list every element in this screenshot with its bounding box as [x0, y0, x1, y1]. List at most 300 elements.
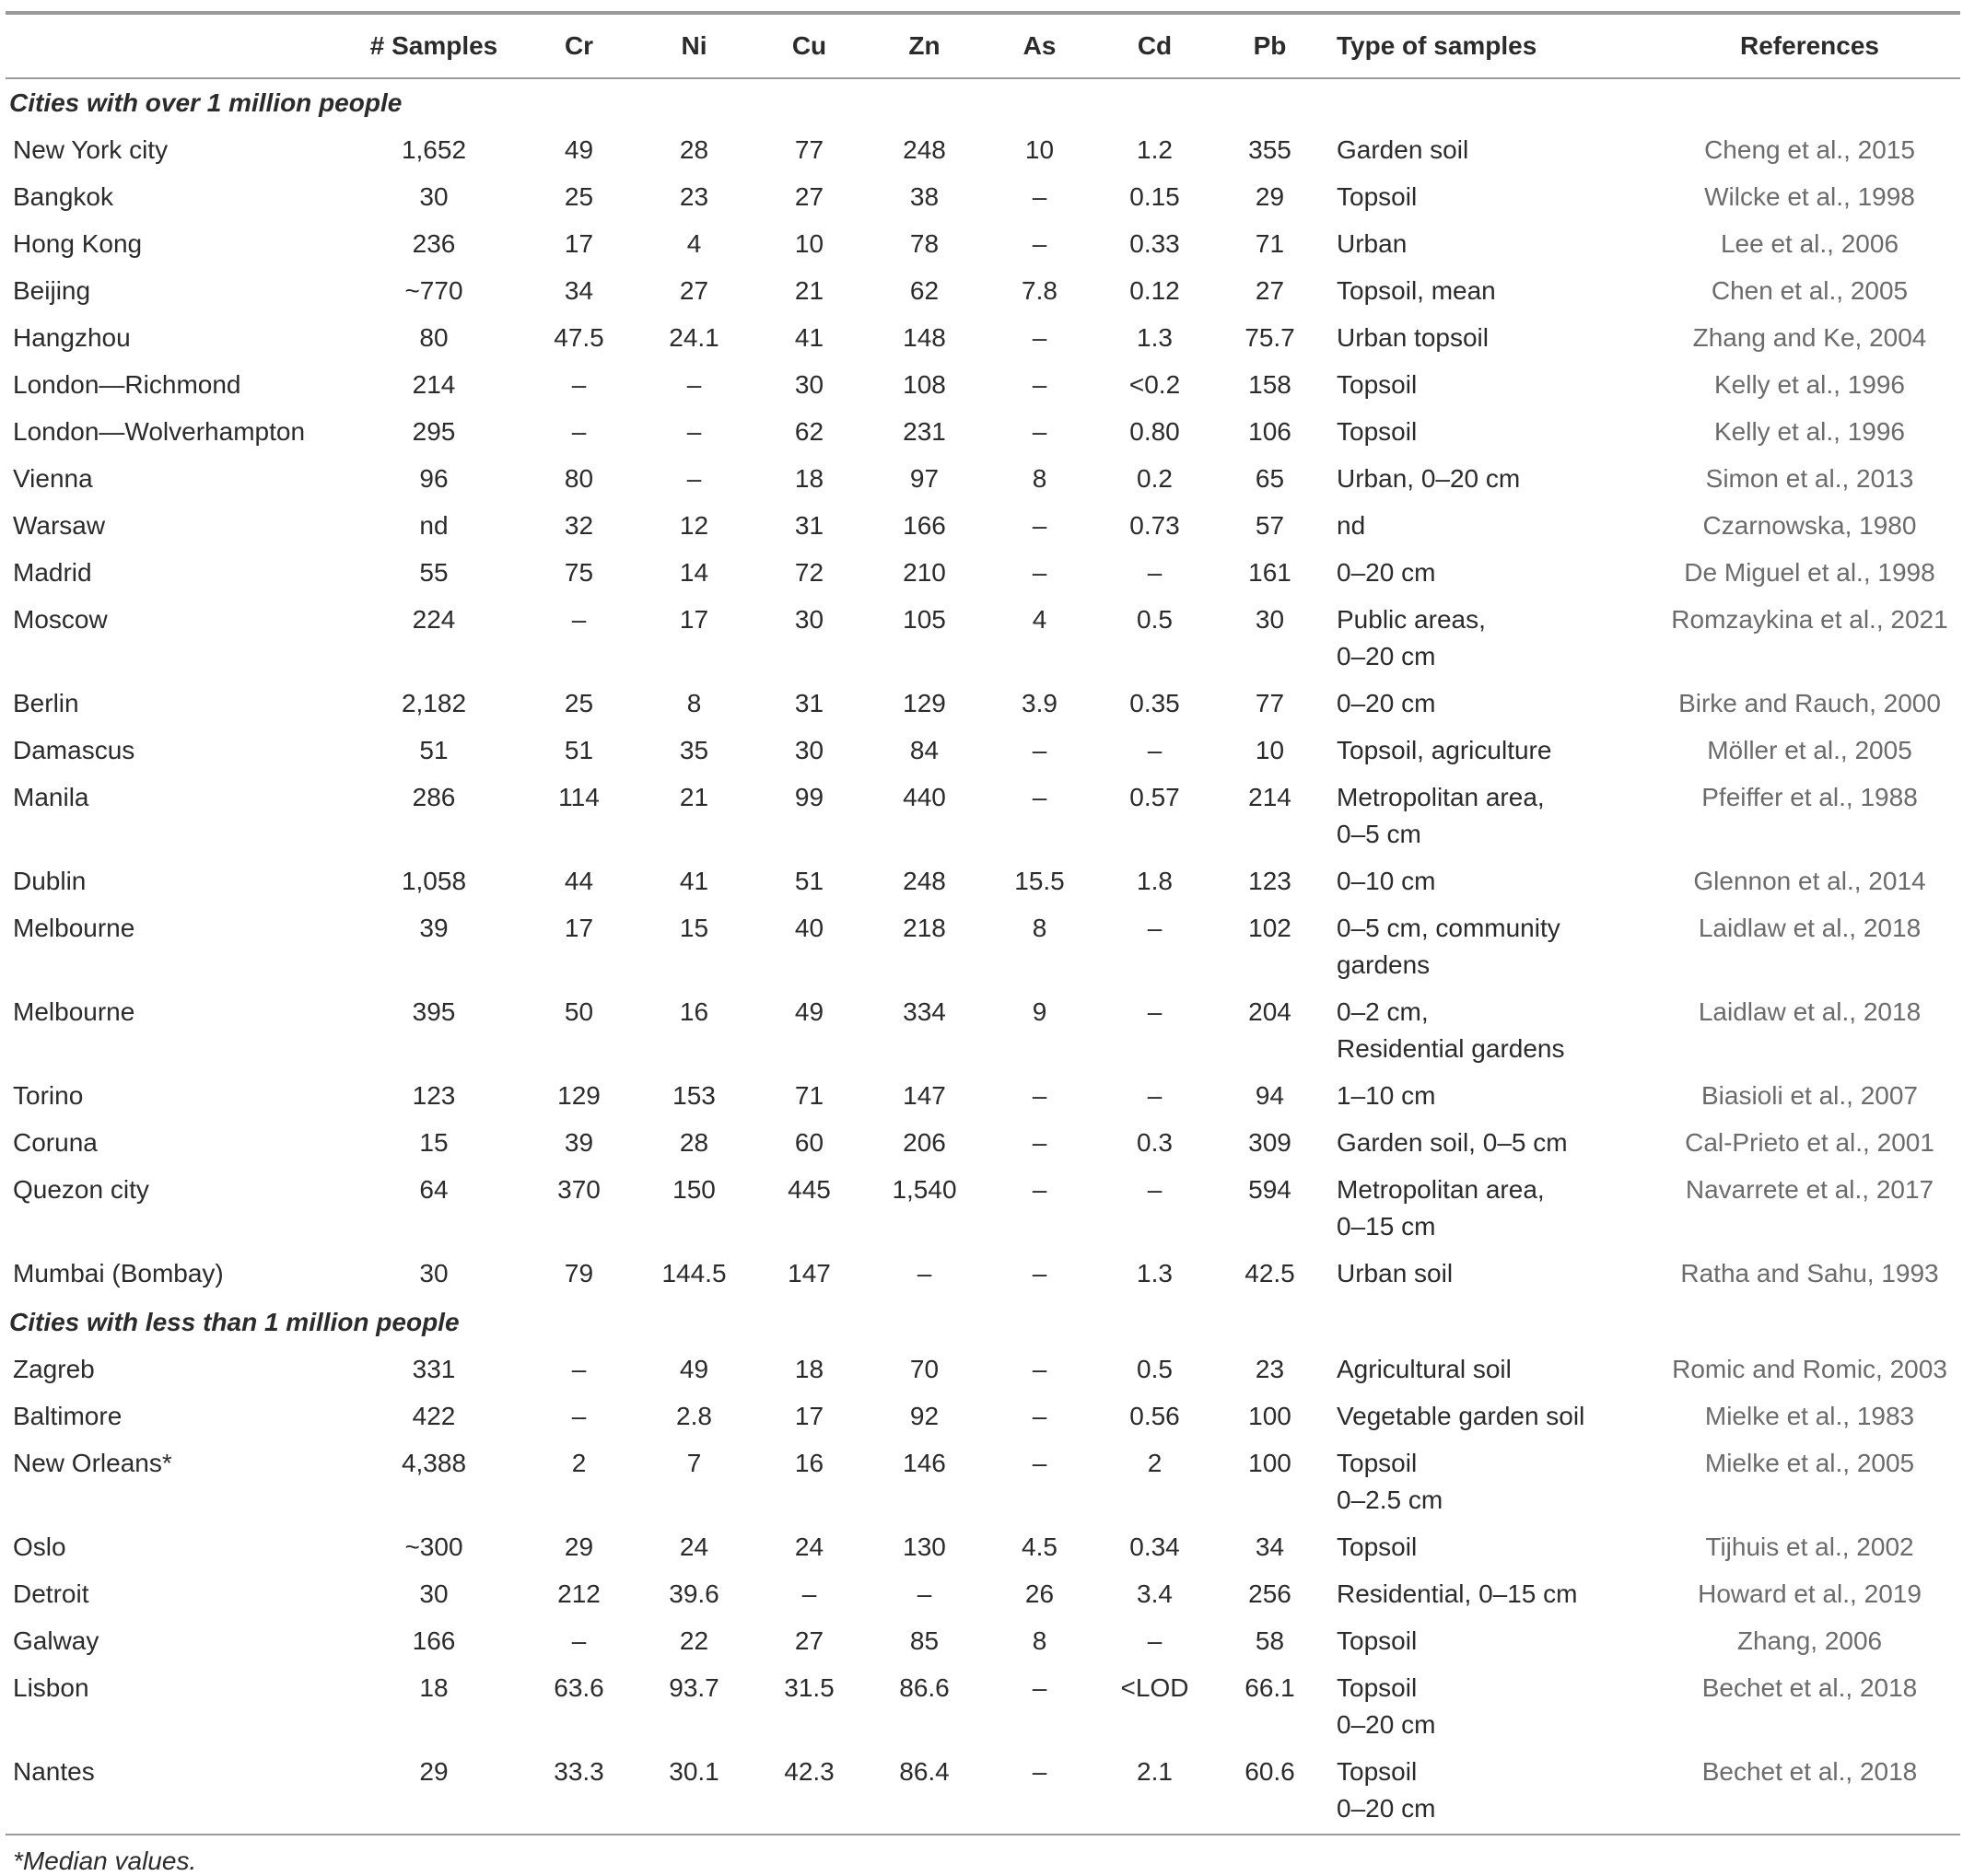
cell-cu: –	[801, 1579, 817, 1608]
cell-reference: Kelly et al., 1996	[1713, 370, 1906, 399]
cell-cr: 17	[564, 229, 594, 258]
cell-sample-type	[1327, 269, 1659, 316]
sample-type-line: 0–2.5 cm	[1337, 1486, 1443, 1514]
cell-ni: 12	[679, 511, 709, 540]
cell-sample-type	[1327, 1666, 1659, 1750]
cell-samples: 30	[419, 1259, 449, 1288]
sample-type-line: 0–20 cm	[1337, 689, 1436, 717]
cell-samples: 236	[412, 229, 456, 258]
cell-as: 10	[1024, 135, 1055, 164]
table-row	[6, 1394, 1960, 1441]
cell-as: –	[1032, 370, 1047, 399]
cell-cu: 30	[794, 370, 824, 399]
cell-cu: 30	[794, 736, 824, 764]
sample-type-line: 1–10 cm	[1337, 1081, 1436, 1110]
cell-location: Nantes	[6, 1750, 346, 1835]
cell-pb: 57	[1255, 511, 1285, 540]
cell-cd: 0.34	[1129, 1532, 1180, 1561]
table-row	[6, 598, 1960, 682]
cell-cd: –	[1147, 1081, 1163, 1110]
cell-cr: 47.5	[554, 323, 604, 352]
cell-ni: 93.7	[669, 1673, 719, 1702]
cell-cd: 2	[1147, 1449, 1163, 1477]
cell-location: Baltimore	[13, 1402, 123, 1430]
cell-cd: –	[1147, 997, 1163, 1026]
cell-cd: 0.33	[1129, 229, 1180, 258]
cell-cd: –	[1147, 558, 1163, 587]
header-row	[6, 14, 1960, 78]
sample-type-line: Metropolitan area,	[1337, 1175, 1545, 1204]
cell-ni: 41	[679, 867, 709, 895]
cell-ni: 8	[686, 689, 702, 717]
sample-type-line: 0–5 cm	[1337, 820, 1421, 848]
cell-zn: 78	[909, 229, 940, 258]
table-row	[6, 457, 1960, 504]
sample-type-line: Topsoil	[1337, 417, 1418, 446]
cell-samples: nd	[419, 511, 449, 540]
cell-samples: 18	[419, 1673, 449, 1702]
cell-as: –	[1032, 511, 1047, 540]
cell-pb: 34	[1255, 1532, 1285, 1561]
cell-cr: 114	[558, 783, 600, 811]
cell-cd: 1.2	[1137, 135, 1173, 164]
cell-zn: 97	[909, 464, 940, 493]
cell-cr: 44	[564, 867, 594, 895]
cell-location: Dublin	[13, 867, 87, 895]
cell-reference: Möller et al., 2005	[1707, 736, 1912, 764]
sample-type-line: Topsoil	[1337, 1626, 1418, 1655]
cell-pb: 100	[1248, 1402, 1291, 1430]
cell-zn: 1,540	[892, 1175, 957, 1204]
cell-cr: 32	[564, 511, 594, 540]
cell-reference: Wilcke et al., 1998	[1704, 182, 1915, 211]
cell-sample-type	[1327, 1750, 1659, 1835]
sample-type-line: 0–20 cm	[1337, 558, 1436, 587]
cell-as: 3.9	[1022, 689, 1057, 717]
cell-cr: 63.6	[554, 1673, 604, 1702]
section-title: Cities with less than 1 million people	[9, 1308, 460, 1336]
sample-type-line: Urban	[1337, 229, 1408, 258]
cell-reference: Biasioli et al., 2007	[1700, 1081, 1919, 1110]
cell-sample-type	[1327, 457, 1659, 504]
cell-cd: –	[1147, 914, 1163, 942]
cell-sample-type	[1327, 1525, 1659, 1572]
table-row	[6, 363, 1960, 410]
cell-pb: 60.6	[1212, 1750, 1327, 1835]
sample-type-line: 0–5 cm, community	[1337, 914, 1560, 942]
cell-cd: 3.4	[1137, 1579, 1173, 1608]
cell-cr: 2	[571, 1449, 587, 1477]
table-header	[6, 12, 1960, 78]
section-header-row	[6, 78, 1960, 128]
cell-as: –	[1032, 1128, 1047, 1157]
cell-cd: 0.80	[1129, 417, 1180, 446]
cell-ni: 28	[679, 1128, 709, 1157]
cell-zn: 206	[903, 1128, 946, 1157]
cell-cd: 0.5	[1137, 605, 1173, 634]
cell-ni: 21	[679, 783, 709, 811]
sample-type-line: 0–20 cm	[1337, 1794, 1436, 1823]
cell-zn: 248	[903, 135, 946, 164]
cell-reference: De Miguel et al., 1998	[1684, 558, 1935, 587]
cell-location: Hong Kong	[13, 229, 143, 258]
cell-ni: 7	[686, 1449, 702, 1477]
sample-type-line: Topsoil	[1337, 182, 1418, 211]
cell-samples: 80	[419, 323, 449, 352]
cell-location: New York city	[13, 135, 169, 164]
cell-reference: Zhang and Ke, 2004	[1692, 323, 1927, 352]
cell-location: Galway	[13, 1626, 99, 1655]
cell-location: London—Richmond	[13, 370, 241, 399]
sample-type-line: Urban soil	[1337, 1259, 1454, 1288]
cell-location: Melbourne	[13, 997, 135, 1026]
header-cr: Cr	[521, 14, 637, 78]
cell-as: 4.5	[1022, 1532, 1057, 1561]
sample-type-line: Urban, 0–20 cm	[1337, 464, 1521, 493]
sample-type-line: Public areas,	[1337, 605, 1486, 634]
cell-cr: –	[571, 605, 587, 634]
cell-samples: 1,058	[401, 867, 467, 895]
cell-cr: –	[571, 1626, 587, 1655]
cell-samples: ~770	[404, 276, 463, 305]
cell-pb: 27	[1255, 276, 1285, 305]
cell-location: Melbourne	[13, 914, 135, 942]
cell-as: 8	[1032, 914, 1047, 942]
sample-type-line: 0–20 cm	[1337, 642, 1436, 670]
cell-cr: 79	[564, 1259, 594, 1288]
sample-type-line: 0–15 cm	[1337, 1212, 1436, 1241]
table-row	[6, 1666, 1960, 1750]
cell-location: Lisbon	[13, 1673, 89, 1702]
cell-ni: 28	[679, 135, 709, 164]
cell-zn: 440	[903, 783, 946, 811]
cell-zn: 108	[903, 370, 946, 399]
cell-sample-type	[1327, 551, 1659, 598]
cell-cd: –	[1147, 1626, 1163, 1655]
cell-cr: 34	[564, 276, 594, 305]
cell-location: Bangkok	[13, 182, 113, 211]
cell-samples: 64	[419, 1175, 449, 1204]
cell-cd: –	[1147, 736, 1163, 764]
cell-pb: 100	[1248, 1449, 1291, 1477]
cell-ni: 144.5	[661, 1259, 727, 1288]
cell-as: 8	[1032, 464, 1047, 493]
cell-reference: Cheng et al., 2015	[1704, 135, 1915, 164]
header-location	[6, 14, 346, 78]
cell-reference: Howard et al., 2019	[1698, 1579, 1922, 1608]
cell-zn: 130	[903, 1532, 946, 1561]
cell-sample-type	[1327, 363, 1659, 410]
cell-cu: 30	[794, 605, 824, 634]
cell-pb: 77	[1255, 689, 1285, 717]
cell-pb: 123	[1248, 867, 1291, 895]
table-row	[6, 906, 1960, 990]
cell-reference: Tijhuis et al., 2002	[1705, 1532, 1914, 1561]
cell-sample-type	[1327, 1252, 1659, 1299]
cell-pb: 66.1	[1244, 1673, 1295, 1702]
cell-reference: Lee et al., 2006	[1720, 229, 1899, 258]
cell-pb: 158	[1248, 370, 1291, 399]
cell-zn: 62	[909, 276, 940, 305]
cell-cd: 0.5	[1137, 1355, 1173, 1383]
cell-as: –	[1032, 1081, 1047, 1110]
cell-pb: 214	[1248, 783, 1291, 811]
cell-cu: 16	[794, 1449, 824, 1477]
section-header-row	[6, 1299, 1960, 1347]
cell-ni: 4	[686, 229, 702, 258]
cell-cr: –	[571, 417, 587, 446]
cell-cd: 0.73	[1129, 511, 1180, 540]
cell-sample-type	[1327, 1121, 1659, 1168]
footnote: *Median values.	[13, 1847, 197, 1875]
cell-zn: 85	[909, 1626, 940, 1655]
cell-zn: 210	[903, 558, 946, 587]
table-row	[6, 1525, 1960, 1572]
cell-ni: –	[686, 464, 702, 493]
header-samples: # Samples	[346, 14, 521, 78]
cell-location: Hangzhou	[13, 323, 131, 352]
cell-reference: Bechet et al., 2018	[1659, 1750, 1960, 1835]
sample-type-line: Garden soil	[1337, 135, 1469, 164]
cell-samples: 214	[412, 370, 456, 399]
sample-type-line: nd	[1337, 511, 1366, 540]
cell-location: Quezon city	[13, 1175, 149, 1204]
cell-reference: Simon et al., 2013	[1705, 464, 1914, 493]
cell-as: –	[1032, 229, 1047, 258]
cell-samples: 55	[419, 558, 449, 587]
cell-cu: 445	[788, 1175, 831, 1204]
cell-cd: 2.1	[1097, 1750, 1212, 1835]
cell-as: –	[982, 1750, 1097, 1835]
cell-sample-type	[1327, 504, 1659, 551]
cell-location: Moscow	[13, 605, 108, 634]
cell-cu: 72	[794, 558, 824, 587]
cell-location: Zagreb	[13, 1355, 95, 1383]
sample-type-line: 0–10 cm	[1337, 867, 1436, 895]
cell-samples: ~300	[404, 1532, 463, 1561]
cell-sample-type	[1327, 1619, 1659, 1666]
cell-as: –	[1032, 736, 1047, 764]
cell-cr: 50	[564, 997, 594, 1026]
cell-zn: 147	[903, 1081, 946, 1110]
cell-sample-type	[1327, 1347, 1659, 1394]
cell-ni: 27	[679, 276, 709, 305]
cell-reference: Laidlaw et al., 2018	[1698, 914, 1922, 942]
data-table	[6, 11, 1960, 1835]
cell-zn: –	[917, 1259, 932, 1288]
cell-cr: 49	[564, 135, 594, 164]
cell-samples: 29	[346, 1750, 521, 1835]
cell-cu: 71	[794, 1081, 824, 1110]
cell-zn: 84	[909, 736, 940, 764]
cell-ni: 153	[672, 1081, 716, 1110]
cell-ni: 22	[679, 1626, 709, 1655]
cell-zn: 105	[903, 605, 946, 634]
cell-zn: 86.4	[867, 1750, 982, 1835]
sample-type-line: Topsoil	[1337, 1757, 1418, 1786]
cell-cd: 0.2	[1137, 464, 1173, 493]
cell-sample-type	[1327, 859, 1659, 906]
cell-cu: 49	[794, 997, 824, 1026]
cell-sample-type	[1327, 906, 1659, 990]
cell-samples: 295	[412, 417, 456, 446]
cell-reference: Laidlaw et al., 2018	[1698, 997, 1922, 1026]
cell-as: –	[1032, 783, 1047, 811]
cell-zn: 231	[903, 417, 946, 446]
cell-sample-type	[1327, 598, 1659, 682]
cell-reference: Chen et al., 2005	[1711, 276, 1909, 305]
cell-pb: 30	[1255, 605, 1285, 634]
cell-cu: 99	[794, 783, 824, 811]
sample-type-line: Residential gardens	[1337, 1034, 1565, 1063]
sample-type-line: Metropolitan area,	[1337, 783, 1545, 811]
sample-type-line: Agricultural soil	[1337, 1355, 1512, 1383]
cell-pb: 42.5	[1244, 1259, 1295, 1288]
cell-zn: 129	[903, 689, 946, 717]
cell-cr: 17	[564, 914, 594, 942]
cell-samples: 4,388	[401, 1449, 467, 1477]
cell-zn: 70	[909, 1355, 940, 1383]
table-row	[6, 1572, 1960, 1619]
cell-ni: 150	[672, 1175, 716, 1204]
cell-pb: 355	[1248, 135, 1291, 164]
cell-samples: 30	[419, 1579, 449, 1608]
cell-location: Berlin	[13, 689, 79, 717]
cell-ni: 39.6	[669, 1579, 719, 1608]
cell-pb: 256	[1248, 1579, 1291, 1608]
cell-samples: 30	[419, 182, 449, 211]
cell-as: 26	[1024, 1579, 1055, 1608]
cell-ni: 17	[679, 605, 709, 634]
cell-sample-type	[1327, 728, 1659, 775]
cell-zn: 248	[903, 867, 946, 895]
cell-sample-type	[1327, 128, 1659, 175]
sample-type-line: Residential, 0–15 cm	[1337, 1579, 1578, 1608]
cell-cd: 0.57	[1129, 783, 1180, 811]
cell-reference: Glennon et al., 2014	[1693, 867, 1926, 895]
table-row	[6, 728, 1960, 775]
sample-type-line: Vegetable garden soil	[1337, 1402, 1585, 1430]
cell-ni: 24	[679, 1532, 709, 1561]
header-zn: Zn	[867, 14, 982, 78]
table-row	[6, 128, 1960, 175]
cell-zn: 86.6	[899, 1673, 950, 1702]
cell-pb: 204	[1248, 997, 1291, 1026]
cell-as: –	[1032, 1355, 1047, 1383]
cell-cu: 21	[794, 276, 824, 305]
cell-ni: 23	[679, 182, 709, 211]
cell-sample-type	[1327, 990, 1659, 1074]
cell-ni: 49	[679, 1355, 709, 1383]
cell-as: 8	[1032, 1626, 1047, 1655]
cell-ni: 16	[679, 997, 709, 1026]
cell-reference: Romic and Romic, 2003	[1672, 1355, 1947, 1383]
table-row	[6, 1619, 1960, 1666]
cell-as: 15.5	[1014, 867, 1065, 895]
cell-zn: 146	[903, 1449, 946, 1477]
table-row	[6, 1347, 1960, 1394]
cell-location: Coruna	[13, 1128, 98, 1157]
table-row	[6, 269, 1960, 316]
cell-sample-type	[1327, 1074, 1659, 1121]
cell-ni: 2.8	[676, 1402, 712, 1430]
cell-as: –	[1032, 1402, 1047, 1430]
header-ni: Ni	[637, 14, 752, 78]
cell-cr: 129	[557, 1081, 601, 1110]
cell-ni: 35	[679, 736, 709, 764]
cell-pb: 75.7	[1244, 323, 1295, 352]
header-references: References	[1659, 14, 1960, 78]
cell-sample-type	[1327, 1572, 1659, 1619]
cell-samples: 96	[419, 464, 449, 493]
sample-type-line: gardens	[1337, 950, 1431, 979]
table-row	[6, 1441, 1960, 1525]
cell-cr: 25	[564, 182, 594, 211]
cell-as: 9	[1032, 997, 1047, 1026]
cell-samples: 51	[419, 736, 449, 764]
cell-reference: Navarrete et al., 2017	[1685, 1175, 1934, 1204]
cell-zn: 92	[909, 1402, 940, 1430]
cell-cu: 17	[794, 1402, 824, 1430]
cell-cu: 41	[794, 323, 824, 352]
cell-location: Manila	[13, 783, 89, 811]
cell-location: London—Wolverhampton	[13, 417, 306, 446]
cell-pb: 94	[1255, 1081, 1285, 1110]
cell-cu: 60	[794, 1128, 824, 1157]
table-row	[6, 775, 1960, 859]
sample-type-line: Topsoil	[1337, 1673, 1418, 1702]
sample-type-line: 0–20 cm	[1337, 1710, 1436, 1739]
header-as: As	[982, 14, 1097, 78]
cell-pb: 309	[1248, 1128, 1291, 1157]
cell-zn: 148	[903, 323, 946, 352]
cell-as: –	[1032, 182, 1047, 211]
cell-sample-type	[1327, 410, 1659, 457]
cell-pb: 58	[1255, 1626, 1285, 1655]
cell-ni: 30.1	[637, 1750, 752, 1835]
cell-zn: –	[917, 1579, 932, 1608]
cell-cd: 0.15	[1129, 182, 1180, 211]
cell-reference: Mielke et al., 1983	[1704, 1402, 1915, 1430]
cell-as: –	[1032, 323, 1047, 352]
cell-as: –	[1032, 1673, 1047, 1702]
section-title: Cities with over 1 million people	[9, 88, 403, 117]
cell-location: Madrid	[13, 558, 92, 587]
table-body	[6, 78, 1960, 1835]
cell-cu: 62	[794, 417, 824, 446]
cell-cr: 51	[564, 736, 594, 764]
cell-cu: 18	[794, 464, 824, 493]
cell-sample-type	[1327, 222, 1659, 269]
cell-sample-type	[1327, 175, 1659, 222]
cell-zn: 166	[903, 511, 946, 540]
table-row	[6, 1252, 1960, 1299]
cell-cd: –	[1147, 1175, 1163, 1204]
table-row	[6, 316, 1960, 363]
cell-as: –	[1032, 558, 1047, 587]
cell-pb: 71	[1255, 229, 1285, 258]
cell-cr: 370	[557, 1175, 601, 1204]
cell-cu: 31	[794, 511, 824, 540]
cell-sample-type	[1327, 316, 1659, 363]
cell-cu: 24	[794, 1532, 824, 1561]
cell-pb: 106	[1248, 417, 1291, 446]
sample-type-line: Garden soil, 0–5 cm	[1337, 1128, 1568, 1157]
cell-location: Beijing	[13, 276, 91, 305]
header-cd: Cd	[1097, 14, 1212, 78]
cell-cd: 1.3	[1137, 323, 1173, 352]
cell-cr: 29	[564, 1532, 594, 1561]
